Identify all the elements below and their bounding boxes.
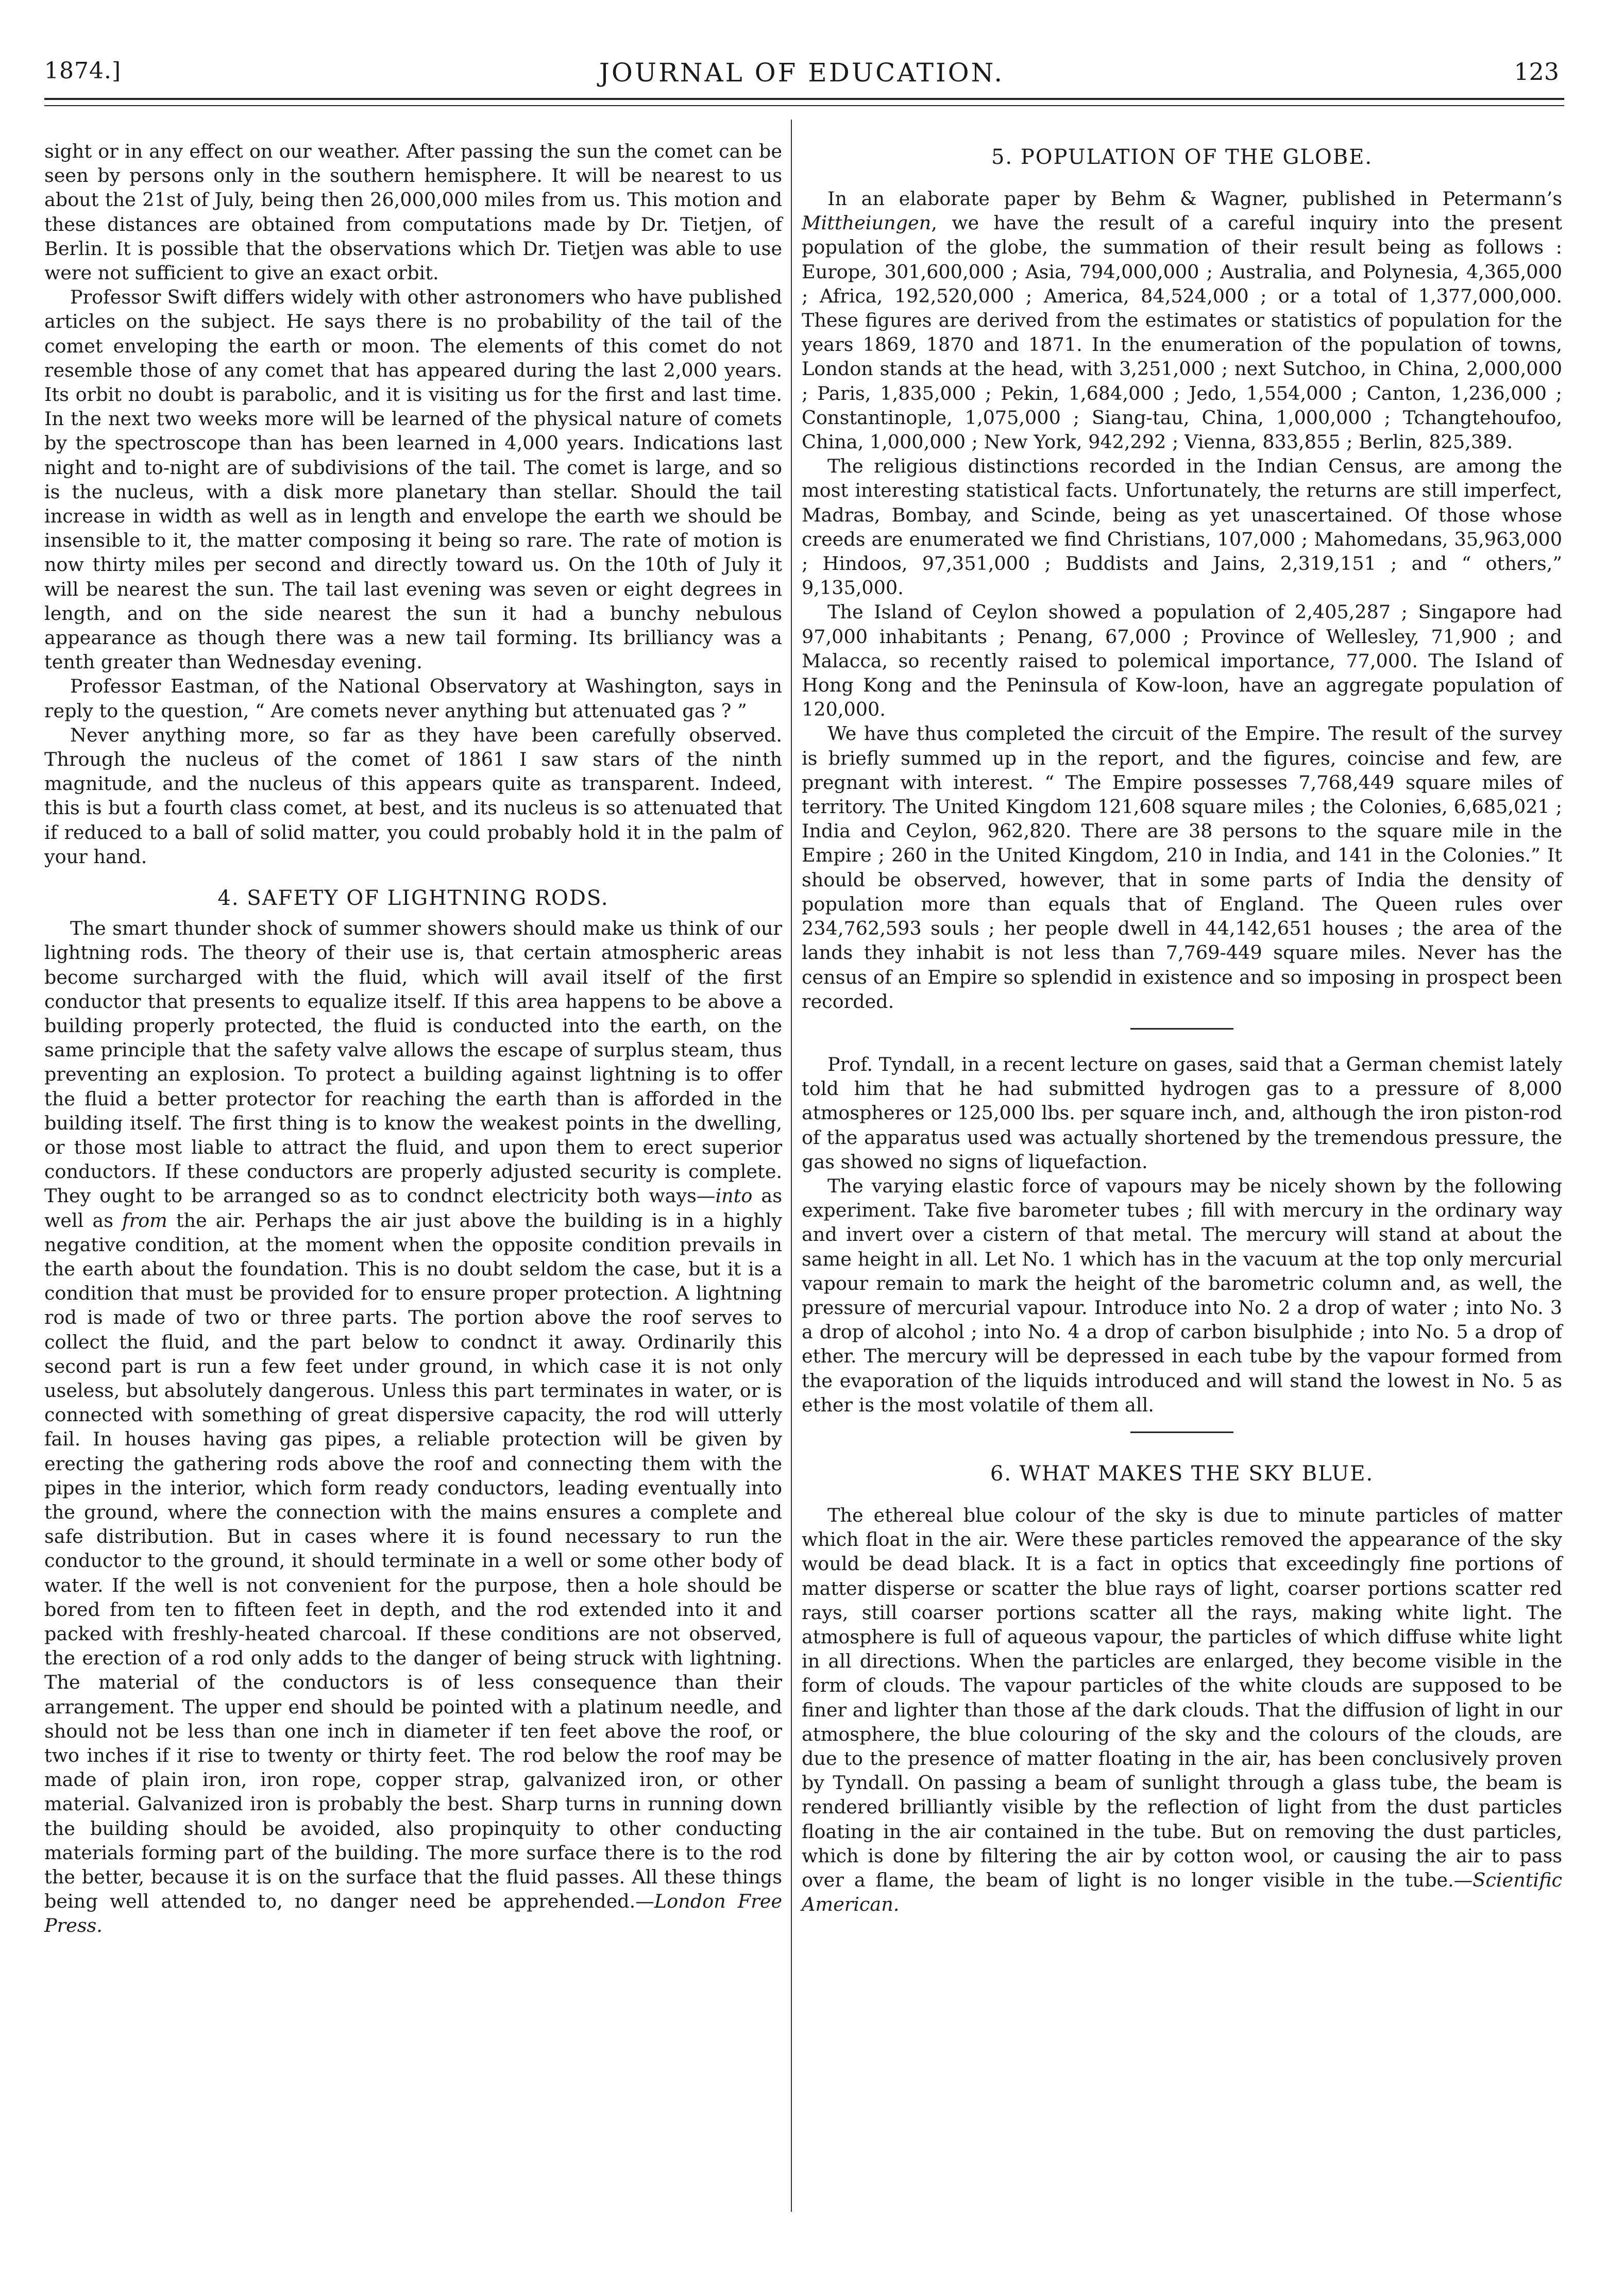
- population-paragraph: The religious distinctions recorded in the Indian Census, are among the most interesting statistical facts. Unfortunately, the returns are still imperfect, Madras, Bombay, and Scinde, being as yet unascertained. Of those whose creeds are enumerated we find Christians, 107,000 ; Mahomedans, 35,963,000 ; Hindoos, 97,351,000 ; Buddists and Jains, 2,319,151 ; and “ others,” 9,135,000.: [802, 455, 1562, 599]
- journal-title: JOURNAL OF EDUCATION.: [599, 58, 1005, 88]
- header-rule: [44, 98, 1564, 100]
- population-italic-journal: Mittheiungen: [802, 212, 932, 234]
- section-separator: [1130, 1028, 1233, 1030]
- comet-paragraph: sight or in any effect on our weather. After passing the sun the comet can be seen by persons only in the southern hemisphere. It will be nearest to us about the 21st of July, being then 26,000,000 miles from us. This motion and these distances are obtained from computations made by Dr. Tietjen, of Berlin. It is possible that the observations which Dr. Tietjen was able to use were not sufficient to give an exact orbit.: [44, 140, 782, 284]
- lightning-italic-from: from: [122, 1209, 167, 1232]
- lightning-text-aswellas: as well as: [44, 1185, 782, 1232]
- lightning-italic-into: into: [715, 1185, 753, 1207]
- running-header: [44, 58, 1559, 104]
- sky-blue-text: The ethereal blue colour of the sky is due to minute particles of matter which float in the air. Were these particles removed the appearance of the sky would be dead black. It is a fact in optics that exceedingly fine portions of matter disperse or scatter the blue rays of light, coarser portions scatter red rays, still coarser portions scatter all the rays, making white light. The atmosphere is full of aqueous vapour, the particles of which diffuse white light in all directions. When the particles are enlarged, they become visible in the form of clouds. The vapour particles of the white clouds are supposed to be finer and lighter than those af the dark clouds. That the diffusion of light in our atmosphere, the blue colouring of the sky and the colours of the clouds, are due to the presence of matter floating in the air, has been conclusively proven by Tyndall. On passing a beam of sunlight through a glass tube, the beam is rendered brilliantly visible by the reflection of light from the dust particles floating in the air contained in the tube. But on removing the dust particles, which is done by filtering the air by cotton wool, or causing the air to pass over a flame, the beam of light is no longer visible in the tube.—: [802, 1504, 1562, 1891]
- header-rule-thin: [44, 105, 1564, 106]
- section-heading-population: 5. POPULATION OF THE GLOBE.: [991, 145, 1373, 169]
- left-column: [44, 139, 782, 2252]
- vapour-paragraph: The varying elastic force of vapours may be nicely shown by the following experiment. Take five barometer tubes ; fill with mercury in the ordinary way and invert over a cistern of that metal. The mercury will stand at about the same height in all. Let No. 1 which has in the vacuum at the top only mercurial vapour remain to mark the height of the barometric column and, as well, the pressure of mercurial vapour. Introduce into No. 2 a drop of water ; into No. 3 a drop of alcohol ; into No. 4 a drop of carbon bisulphide ; into No. 5 a drop of ether. The mercury will be depressed in each tube by the vapour formed from the evaporation of the liquids introduced and will stand the lowest in No. 5 as ether is the most volatile of them all.: [802, 1174, 1562, 1416]
- page-number: 123: [1514, 58, 1559, 86]
- population-paragraph: We have thus completed the circuit of the Empire. The result of the survey is briefly summed up in the report, and the figures, coincise and few, are pregnant with interest. “ The Empire possesses 7,768,449 square miles of territory. The United Kingdom 121,608 square miles ; the Colonies, 6,685,021 ; India and Ceylon, 962,820. There are 38 persons to the square mile in the Empire ; 260 in the United Kingdom, 210 in India, and 141 in the Colonies.” It should be observed, however, that in some parts of India the density of population more than equals that of England. The Queen rules over 234,762,593 souls ; her people dwell in 44,142,651 houses ; the area of the lands they inhabit is not less than 7,769-449 square miles. Never has the census of an Empire so splendid in existence and so imposing in prospect been recorded.: [802, 722, 1562, 1013]
- comet-paragraph: Never anything more, so far as they have been carefully observed. Through the nucleus of the comet of 1861 I saw stars of the ninth magnitude, and the nucleus of this appears quite as transparent. Indeed, this is but a fourth class comet, at best, and its nucleus is so attenuated that if reduced to a ball of solid matter, you could probably hold it in the palm of your hand.: [44, 723, 782, 868]
- section-heading-sky-blue: 6. WHAT MAKES THE SKY BLUE.: [990, 1461, 1374, 1486]
- right-column: [802, 139, 1562, 2252]
- spacer: [802, 175, 1562, 187]
- sky-blue-paragraph: [802, 1503, 1562, 1916]
- lightning-text-2: the air. Perhaps the air just above the building is in a highly negative condition, at the moment when the opposite condition prevails in the earth about the foundation. This is no doubt seldom the case, but it is a condition that must be provided for to ensure proper protection. A lightning rod is made of two or three parts. The portion above the roof serves to collect the fluid, and the part below to condnct it away. Ordinarily this second part is run a few feet under ground, in which case it is not only useless, but absolutely dangerous. Unless this part terminates in water, or is connected with something of great dispersive capacity, the rod will utterly fail. In houses having gas pipes, a reliable protection will be given by erecting the gathering rods above the roof and connecting them with the pipes in the interior, which form ready conductors, leading eventually into the ground, where the connection with the mains ensures a complete and safe distribution. But in cases where it is found necessary to run the conductor to the ground, it should terminate in a well or some other body of water. If the well is not convenient for the purpose, then a hole should be bored from ten to fifteen feet in depth, and the rod extended into it and packed with freshly-heated charcoal. If these conditions are not observed, the erection of a rod only adds to the danger of being struck with lightning. The material of the conductors is of less consequence than their arrangement. The upper end should be pointed with a platinum needle, and should not be less than one inch in diameter if ten feet above the roof, or two inches if it rise to twenty or thirty feet. The rod below the roof may be made of plain iron, iron rope, copper strap, galvanized iron, or other material. Galvanized iron is probably the best. Sharp turns in running down the building should be avoided, also propinquity to other conducting materials forming part of the building. The more surface there is to the rod the better, because it is on the surface that the fluid passes. All these things being well attended to, no danger need be apprehended.—: [44, 1209, 782, 1913]
- lightning-rods-paragraph: [44, 916, 782, 1938]
- header-year: 1874.]: [44, 58, 122, 84]
- section-heading-lightning-rods: 4. SAFETY OF LIGHTNING RODS.: [217, 886, 609, 911]
- tyndall-paragraph: Prof. Tyndall, in a recent lecture on gases, said that a German chemist lately told him that he had submitted hydrogen gas to a pressure of 8,000 atmospheres or 125,000 lbs. per square inch, and, although the iron piston-rod of the apparatus used was actually shortened by the tremendous pressure, the gas showed no signs of liquefaction.: [802, 1053, 1562, 1173]
- spacer: [802, 1492, 1562, 1503]
- comet-paragraph: Professor Swift differs widely with other astronomers who have published articles on the subject. He says there is no probability of the tail of the comet enveloping the earth or moon. The elements of this comet do not resemble those of any comet that has appeared during the last 2,000 years. Its orbit no doubt is parabolic, and it is visiting us for the first and last time. In the next two weeks more will be learned of the physical nature of comets by the spectroscope than has been learned in 4,000 years. Indications last night and to-night are of subdivisions of the tail. The comet is large, and so is the nucleus, with a disk more planetary than stellar. Should the tail increase in width as well as in length and envelope the earth we should be insensible to it, the matter composing it being so rare. The rate of motion is now thirty miles per second and directly toward us. On the 10th of July it will be nearest the sun. The tail last evening was seven or eight degrees in length, and on the side nearest the sun it had a bunchy nebulous appearance as though there was a new tail forming. Its brilliancy was a tenth greater than Wednesday evening.: [44, 286, 782, 674]
- lightning-text-1: The smart thunder shock of summer showers should make us think of our lightning rods. The theory of their use is, that certain atmospheric areas become surcharged with the fluid, which will avail itself of the first conductor that presents to equalize itself. If this area happens to be above a building properly protected, the fluid is conducted into the earth, on the same principle that the safety valve allows the escape of surplus steam, thus preventing an explosion. To protect a building against lightning is to offer the fluid a better protector for reaching the earth than is afforded in the building itself. The first thing is to know the weakest points in the dwelling, or those most liable to attract the fluid, and upon them to erect superior conductors. If these conductors are properly adjusted security is complete. They ought to be arranged so as to condnct electricity both ways—: [44, 917, 782, 1207]
- comet-paragraph: Professor Eastman, of the National Observatory at Washington, says in reply to the question, “ Are comets never anything but attenuated gas ? ”: [44, 675, 782, 722]
- population-text-before: In an elaborate paper by Behm & Wagner, published in Petermann’s: [827, 188, 1562, 210]
- sky-blue-credit: Scientific American.: [802, 1869, 1562, 1916]
- section-separator: [1130, 1432, 1233, 1433]
- spacer: [44, 869, 782, 880]
- lightning-credit: London Free Press.: [44, 1890, 782, 1937]
- population-paragraph: [802, 187, 1562, 454]
- population-text-after: , we have the result of a careful inquiry into the present population of the globe, the summation of their result being as follows : Europe, 301,600,000 ; Asia, 794,000,000 ; Australia, and Polynesia, 4,365,000 ; Africa, 192,520,000 ; America, 84,524,000 ; or a total of 1,377,000,000. These figures are derived from the estimates or statistics of population for the years 1869, 1870 and 1871. In the enumeration of the population of towns, London stands at the head, with 3,251,000 ; next Sutchoo, in China, 2,000,000 ; Paris, 1,835,000 ; Pekin, 1,684,000 ; Jedo, 1,554,000 ; Canton, 1,236,000 ; Constantinople, 1,075,000 ; Siang-tau, China, 1,000,000 ; Tchangtehoufoo, China, 1,000,000 ; New York, 942,292 ; Vienna, 833,855 ; Berlin, 825,389.: [802, 212, 1562, 453]
- column-divider: [791, 120, 792, 2212]
- population-paragraph: The Island of Ceylon showed a population of 2,405,287 ; Singapore had 97,000 inhabitants ; Penang, 67,000 ; Province of Wellesley, 71,900 ; and Malacca, so recently raised to polemical importance, 77,000. The Island of Hong Kong and the Peninsula of Kow-loon, have an aggregate population of 120,000.: [802, 601, 1562, 721]
